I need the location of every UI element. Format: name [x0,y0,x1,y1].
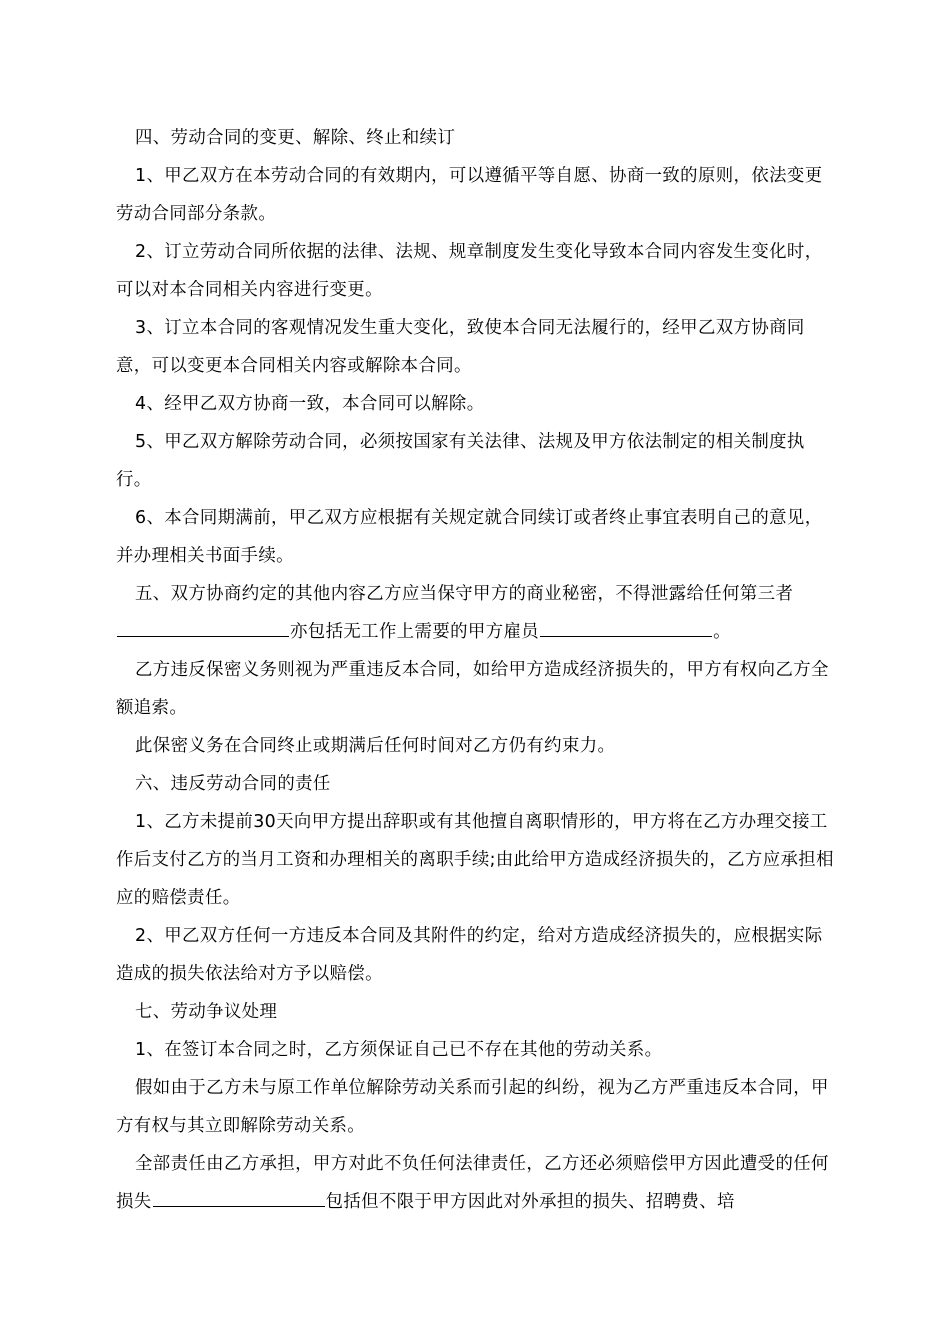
clause-7-1: 1、在签订本合同之时，乙方须保证自己已不存在其他的劳动关系。 [135,1040,663,1060]
dispute-clause: 假如由于乙方未与原工作单位解除劳动关系而引起的纠纷，视为乙方严重违反本合同，甲方有权与其立即解除劳动关系。 [116,1078,829,1136]
clause-4-3: 3、订立本合同的客观情况发生重大变化，致使本合同无法履行的，经甲乙双方协商同意，可以变更本合同相关内容或解除本合同。 [116,318,805,376]
clause-6-1: 1、乙方未提前30天向甲方提出辞职或有其他擅自离职情形的，甲方将在乙方办理交接工作后支付乙方的当月工资和办理相关的离职手续;由此给甲方造成经济损失的，乙方应承担相应的赔偿责任。 [116,812,834,908]
section-5-text-c: 。 [713,622,731,642]
clause-4-2: 2、订立劳动合同所依据的法律、法规、规章制度发生变化导致本合同内容发生变化时，可以对本合同相关内容进行变更。 [116,242,823,300]
fill-in-blank [540,616,712,637]
fill-in-blank [153,1186,325,1207]
fill-in-blank [117,616,289,637]
section-heading-7: 七、劳动争议处理 [135,1002,278,1022]
section-heading-4: 四、劳动合同的变更、解除、终止和续订 [135,128,456,148]
clause-6-2: 2、甲乙双方任何一方违反本合同及其附件的约定，给对方造成经济损失的，应根据实际造成的损失依法给对方予以赔偿。 [116,926,823,984]
document-body [116,119,834,1221]
section-heading-6: 六、违反劳动合同的责任 [135,774,331,794]
section-5-text-a: 五、双方协商约定的其他内容乙方应当保守甲方的商业秘密，不得泄露给任何第三者 [135,584,794,604]
section-5-text-b: 亦包括无工作上需要的甲方雇员 [290,622,540,642]
confidentiality-duration: 此保密义务在合同终止或期满后任何时间对乙方仍有约束力。 [135,736,616,756]
clause-4-6: 6、本合同期满前，甲乙双方应根据有关规定就合同续订或者终止事宜表明自己的意见，并办理相关书面手续。 [116,508,823,566]
clause-4-1: 1、甲乙双方在本劳动合同的有效期内，可以遵循平等自愿、协商一致的原则，依法变更劳动合同部分条款。 [116,166,823,224]
liability-text-a: 全部责任由乙方承担，甲方对此不负任何法律责任，乙方还必须赔偿甲方因此遭受的任何损失 [116,1154,829,1212]
liability-text-b: 包括但不限于甲方因此对外承担的损失、招聘费、培 [325,1192,735,1212]
clause-4-5: 5、甲乙双方解除劳动合同，必须按国家有关法律、法规及甲方依法制定的相关制度执行。 [116,432,805,490]
liability-clause [116,1145,834,1221]
confidentiality-breach: 乙方违反保密义务则视为严重违反本合同，如给甲方造成经济损失的，甲方有权向乙方全额追索。 [116,660,829,718]
section-heading-5 [116,575,834,651]
clause-4-4: 4、经甲乙双方协商一致，本合同可以解除。 [135,394,485,414]
